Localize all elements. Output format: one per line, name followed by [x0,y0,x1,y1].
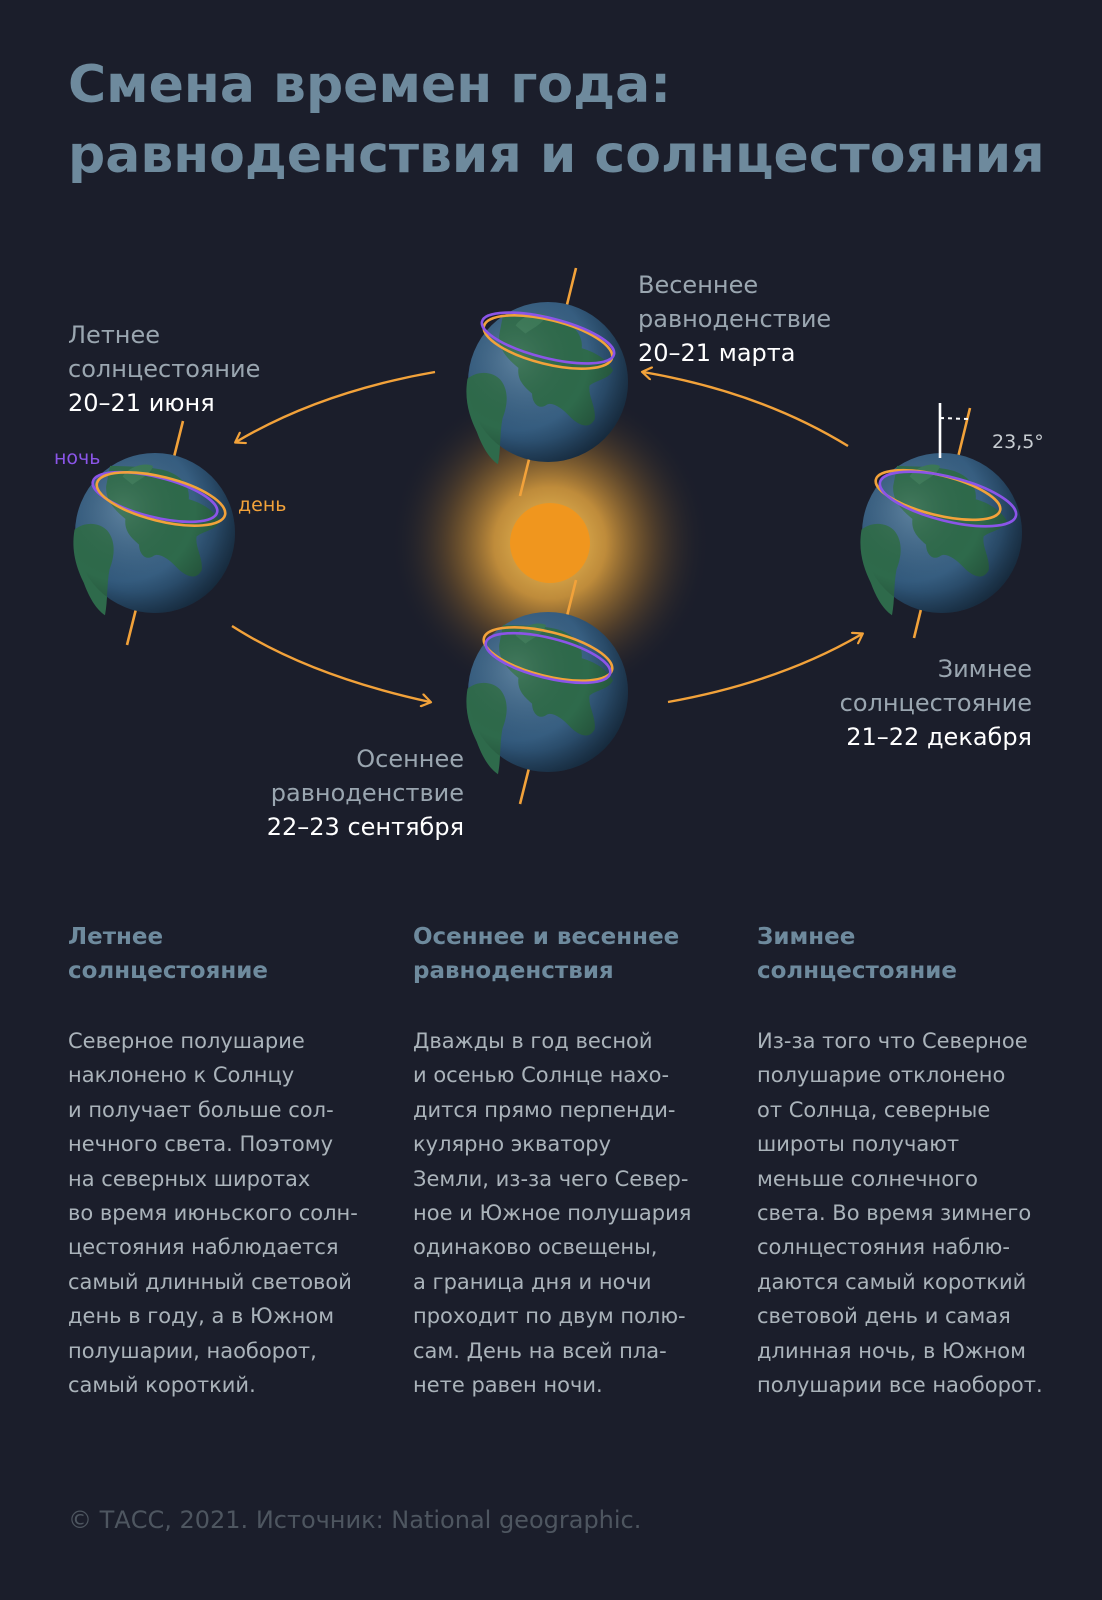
text-line: сам. День на всей пла- [413,1338,667,1363]
sun-icon [510,503,590,583]
text-line: цестояния наблюдается [68,1235,339,1260]
text-line: и осенью Солнце нахо- [413,1063,670,1088]
label-summer-line-1: Летнее [68,321,161,349]
label-spring-line-2: равноденствие [638,305,832,333]
label-autumn-date: 22–23 сентября [266,813,464,841]
column-summer-heading-line: солнцестояние [68,958,268,984]
night-label: ночь [54,447,101,469]
orbit-arrow-summer-to-autumn [232,626,430,702]
text-line: Северное полушарие [68,1029,305,1053]
text-line: Из-за того что Северное [757,1029,1028,1053]
column-equinox-heading-line: равноденствия [413,958,614,984]
text-line: проходит по двум полю- [413,1304,686,1329]
text-line: даются самый короткий [757,1269,1027,1294]
text-line: меньше солнечного [757,1166,979,1191]
column-winter-heading [757,920,1057,988]
text-line: а граница дня и ночи [413,1269,652,1294]
label-autumn [267,742,464,844]
column-summer-text [68,1024,368,1402]
text-line: кулярно экватору [413,1132,612,1157]
text-line: солнцестояния наблю- [757,1235,1010,1260]
text-line: на северных широтах [68,1166,311,1191]
column-equinox-heading [413,920,713,988]
label-spring-date: 20–21 марта [638,339,796,367]
text-line: день в году, а в Южном [68,1304,335,1329]
label-winter-date: 21–22 декабря [846,723,1032,751]
title-line-2: равноденствия и солнцестояния [68,125,1045,185]
column-winter-heading-line: Зимнее [757,924,856,950]
text-line: и получает больше сол- [68,1097,334,1122]
text-line: дится прямо перпенди- [413,1097,676,1122]
text-line: Дважды в год весной [413,1029,653,1053]
column-winter [757,920,1057,1402]
text-line: ное и Южное полушария [413,1201,692,1226]
text-line: длинная ночь, в Южном [757,1338,1027,1363]
label-autumn-line-2: равноденствие [270,779,464,807]
label-winter [840,652,1032,754]
text-line: полушарии все наоборот. [757,1373,1043,1398]
text-line: широты получают [757,1132,960,1157]
column-summer-heading [68,920,368,988]
label-summer [68,318,260,420]
column-equinox-text [413,1024,713,1402]
day-label: день [238,494,287,516]
title-line-1: Смена времен года: [68,55,672,115]
text-line: нете равен ночи. [413,1373,603,1398]
text-line: световой день и самая [757,1304,1011,1329]
label-spring-line-1: Весеннее [638,271,759,299]
text-line: наклонено к Солнцу [68,1063,295,1088]
label-winter-line-1: Зимнее [937,655,1032,683]
column-winter-text [757,1024,1057,1402]
text-line: света. Во время зимнего [757,1201,1032,1226]
label-winter-line-2: солнцестояние [839,689,1032,717]
text-line: полушарие отклонено [757,1063,1006,1088]
text-line: нечного света. Поэтому [68,1132,334,1157]
label-spring [638,268,831,370]
column-winter-heading-line: солнцестояние [757,958,957,984]
column-summer [68,920,368,1402]
orbit-arrow-spring-to-summer [236,372,435,442]
orbit-arrow-autumn-to-winter [668,634,862,702]
text-line: одинаково освещены, [413,1235,658,1260]
label-summer-line-2: солнцестояние [68,355,261,383]
angle-label: 23,5° [992,431,1044,453]
text-line: полушарии, наоборот, [68,1338,317,1363]
orbit-arrow-winter-to-spring [643,372,848,446]
column-equinox-heading-line: Осеннее и весеннее [413,924,680,950]
text-line: во время июньского солн- [68,1201,358,1226]
footer-credit: © ТАСС, 2021. Источник: National geographic. [68,1506,642,1534]
text-line: самый длинный световой [68,1269,352,1294]
column-equinox [413,920,713,1402]
text-line: самый короткий. [68,1373,256,1398]
column-summer-heading-line: Летнее [68,924,164,950]
label-summer-date: 20–21 июня [68,389,215,417]
text-line: Земли, из-за чего Север- [413,1166,689,1191]
label-autumn-line-1: Осеннее [356,745,464,773]
text-line: от Солнца, северные [757,1097,991,1122]
page-title [68,50,1068,190]
